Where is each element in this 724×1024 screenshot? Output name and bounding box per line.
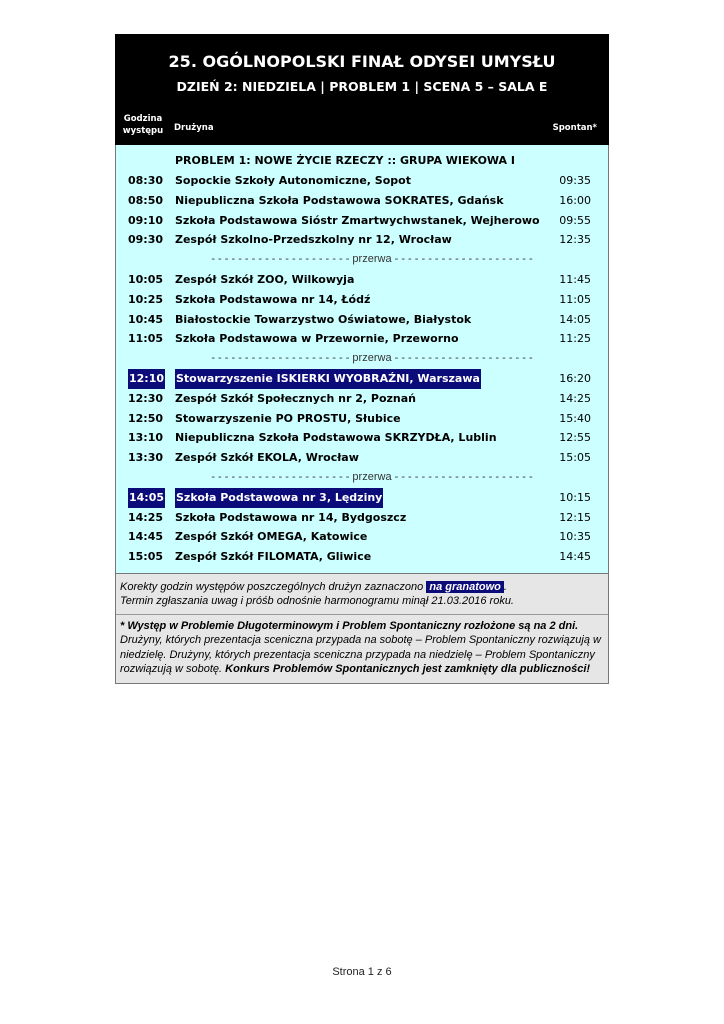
note-bold: Konkurs Problemów Spontanicznych jest zamknięty dla publiczności! bbox=[225, 663, 591, 676]
row-time: 09:10 bbox=[128, 213, 164, 227]
row-team: Białostockie Towarzystwo Oświatowe, Białystok bbox=[175, 312, 472, 326]
row-spontan: 11:25 bbox=[559, 332, 591, 346]
column-header-spontan: Spontan* bbox=[552, 123, 597, 133]
schedule-row bbox=[116, 230, 608, 250]
schedule-row bbox=[116, 211, 608, 231]
break-separator: - - - - - - - - - - - - - - - - - - - - - przerwa - - - - - - - - - - - - - - - - - - - - - bbox=[211, 253, 533, 266]
row-spontan: 11:45 bbox=[559, 272, 591, 286]
row-spontan: 15:05 bbox=[559, 451, 591, 465]
schedule-row bbox=[116, 389, 608, 409]
schedule-row bbox=[116, 409, 608, 429]
row-time: 12:10 bbox=[128, 369, 165, 389]
row-spontan: 12:55 bbox=[559, 431, 591, 445]
note-text: Korekty godzin występów poszczególnych drużyn zaznaczono bbox=[120, 580, 427, 593]
page-title: 25. OGÓLNOPOLSKI FINAŁ ODYSEI UMYSŁU bbox=[168, 52, 556, 71]
row-team: Zespół Szkół FILOMATA, Gliwice bbox=[175, 550, 372, 564]
row-team: Niepubliczna Szkoła Podstawowa SKRZYDŁA, Lublin bbox=[175, 431, 497, 445]
row-spontan: 14:45 bbox=[559, 550, 591, 564]
row-team: Zespół Szkolno-Przedszkolny nr 12, Wrocław bbox=[175, 233, 452, 247]
row-time: 13:10 bbox=[128, 431, 164, 445]
row-spontan: 14:05 bbox=[559, 312, 591, 326]
row-time: 10:45 bbox=[128, 312, 164, 326]
note-deadline: Termin zgłaszania uwag i próśb odnośnie harmonogramu minął 21.03.2016 roku. bbox=[120, 595, 514, 608]
row-spontan: 14:25 bbox=[559, 391, 591, 405]
schedule-row bbox=[116, 448, 608, 468]
schedule-row bbox=[116, 329, 608, 349]
row-team: Szkoła Podstawowa nr 14, Łódź bbox=[175, 292, 371, 306]
row-time: 10:05 bbox=[128, 272, 164, 286]
row-time: 08:30 bbox=[128, 174, 164, 187]
row-time: 11:05 bbox=[128, 332, 164, 346]
schedule-row bbox=[116, 310, 608, 330]
row-time: 14:45 bbox=[128, 530, 164, 544]
row-time: 13:30 bbox=[128, 451, 164, 465]
schedule-row bbox=[116, 547, 608, 567]
row-team: Stowarzyszenie PO PROSTU, Słubice bbox=[175, 411, 401, 425]
row-time: 14:25 bbox=[128, 510, 164, 524]
row-time: 14:05 bbox=[128, 488, 165, 508]
break-separator: - - - - - - - - - - - - - - - - - - - - - przerwa - - - - - - - - - - - - - - - - - - - - - bbox=[211, 470, 533, 483]
schedule-row bbox=[116, 290, 608, 310]
row-team: Szkoła Podstawowa nr 3, Lędziny bbox=[175, 488, 383, 508]
note-corrections bbox=[120, 580, 604, 595]
break-separator: - - - - - - - - - - - - - - - - - - - - - przerwa - - - - - - - - - - - - - - - - - - - - - bbox=[211, 352, 533, 365]
note-bold: * Występ w Problemie Długoterminowym i Problem Spontaniczny rozłożone są na 2 dni. bbox=[120, 619, 579, 632]
page-subtitle: DZIEŃ 2: NIEDZIELA | PROBLEM 1 | SCENA 5 – SALA E bbox=[176, 79, 548, 94]
column-header-time: Godzina występu bbox=[122, 114, 164, 136]
row-time: 08:50 bbox=[128, 193, 164, 207]
row-spontan: 12:15 bbox=[559, 510, 591, 524]
schedule-sheet bbox=[115, 34, 609, 684]
row-spontan: 11:05 bbox=[559, 292, 591, 306]
row-time: 10:25 bbox=[128, 292, 164, 306]
row-team: Sopockie Szkoły Autonomiczne, Sopot bbox=[175, 174, 411, 187]
schedule-table bbox=[115, 145, 609, 574]
row-team: Szkoła Podstawowa w Przewornie, Przeworno bbox=[175, 332, 459, 346]
schedule-row bbox=[116, 171, 608, 191]
row-team: Zespół Szkół EKOLA, Wrocław bbox=[175, 451, 359, 465]
row-team: Zespół Szkół OMEGA, Katowice bbox=[175, 530, 368, 544]
row-team: Szkoła Podstawowa Sióstr Zmartwychwstanek, Wejherowo bbox=[175, 213, 540, 227]
row-spontan: 15:40 bbox=[559, 411, 591, 425]
row-spontan: 10:15 bbox=[559, 490, 591, 504]
schedule-header bbox=[115, 34, 609, 108]
row-time: 12:50 bbox=[128, 411, 164, 425]
note-text: . bbox=[503, 580, 507, 593]
row-time: 12:30 bbox=[128, 391, 164, 405]
schedule-row bbox=[116, 270, 608, 290]
column-headers bbox=[115, 108, 609, 145]
group-title: PROBLEM 1: NOWE ŻYCIE RZECZY :: GRUPA WIEKOWA I bbox=[175, 154, 515, 167]
row-team: Szkoła Podstawowa nr 14, Bydgoszcz bbox=[175, 510, 407, 524]
row-spontan: 10:35 bbox=[559, 530, 591, 544]
row-team: Stowarzyszenie ISKIERKI WYOBRAŹNI, Warszawa bbox=[175, 369, 481, 389]
row-spontan: 16:00 bbox=[559, 193, 591, 207]
column-header-team: Drużyna bbox=[174, 123, 214, 133]
divider bbox=[116, 614, 608, 615]
row-spontan: 16:20 bbox=[559, 371, 591, 385]
page-footer: Strona 1 z 6 bbox=[332, 966, 392, 978]
row-spontan: 12:35 bbox=[559, 233, 591, 247]
row-spontan: 09:55 bbox=[559, 213, 591, 227]
schedule-row bbox=[116, 488, 608, 508]
row-team: Zespół Szkół Społecznych nr 2, Poznań bbox=[175, 391, 416, 405]
schedule-row bbox=[116, 508, 608, 528]
note-spontaneous bbox=[120, 619, 604, 677]
schedule-row bbox=[116, 527, 608, 547]
schedule-row bbox=[116, 369, 608, 389]
row-time: 09:30 bbox=[128, 233, 164, 247]
row-team: Zespół Szkół ZOO, Wilkowyja bbox=[175, 272, 355, 286]
highlight-marker: na granatowo bbox=[426, 581, 504, 593]
row-time: 15:05 bbox=[128, 550, 164, 564]
row-spontan: 09:35 bbox=[559, 174, 591, 187]
schedule-row bbox=[116, 191, 608, 211]
schedule-row bbox=[116, 428, 608, 448]
notes-box bbox=[115, 574, 609, 684]
note-text: Drużyny, których prezentacja sceniczna przypada na sobotę – Problem Spontaniczny rozwiązują w niedzielę. Drużyny, których prezentacja sceniczna przypada na niedzielę – Problem Spontaniczny rozwiązują w sobotę. bbox=[120, 634, 601, 676]
row-team: Niepubliczna Szkoła Podstawowa SOKRATES, Gdańsk bbox=[175, 193, 504, 207]
